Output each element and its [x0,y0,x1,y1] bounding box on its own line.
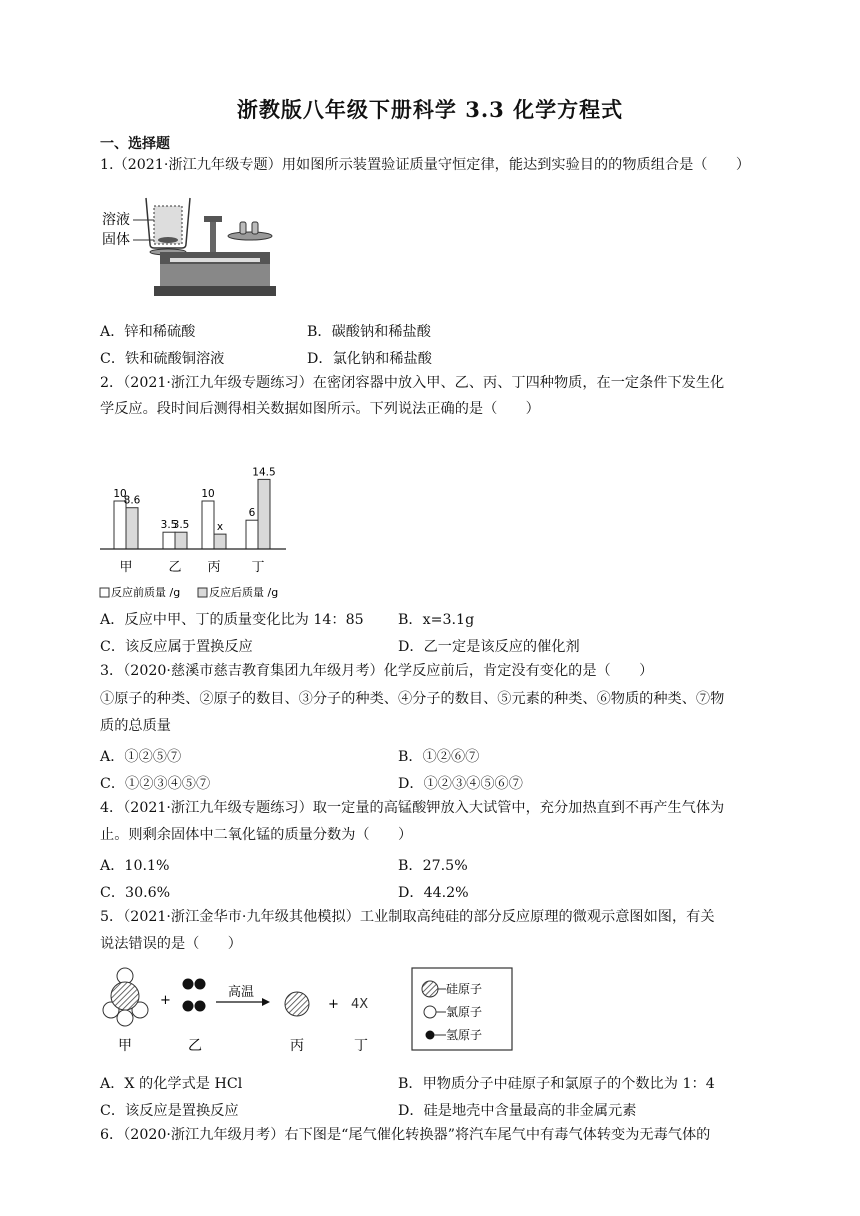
q3-stem: 3．（2020·慈溪市慈吉教育集团九年级月考）化学反应前后，肯定没有变化的是（ ） [100,663,654,679]
q5-option-a[interactable]: A．X 的化学式是 HCl [100,1076,243,1092]
legend-swatch-before [100,588,109,597]
page-title: 浙教版八年级下册科学 3.3 化学方程式 [236,97,624,122]
category-label-3: 丁 [251,560,265,575]
legend-hydrogen: 氢原子 [446,1028,483,1042]
q1-option-b[interactable]: B．碳酸钠和稀盐酸 [307,324,431,340]
bar-after-1 [175,532,187,549]
chlorine-atom-icon [424,1006,436,1018]
bar-after-0 [126,508,138,549]
reaction-figure [96,962,526,1058]
bar-before-0 [114,501,126,549]
section-heading: 一、选择题 [100,136,170,152]
category-label-2: 丙 [207,560,221,575]
q3-option-c[interactable]: C．①②③④⑤⑦ [100,776,211,792]
category-label-1: 乙 [168,560,182,575]
data-label-before-1: 3.5 [160,519,178,532]
legend-chlorine: 氯原子 [446,1005,483,1019]
q2-option-b[interactable]: B．x=3.1g [398,612,475,628]
bar-before-2 [202,501,214,549]
data-label-before-2: 10 [201,488,215,500]
category-label-0: 甲 [119,560,133,575]
reaction-condition: 高温 [228,985,255,1000]
bar-after-2 [214,534,226,549]
q2-stem-line1: 2．（2021·浙江九年级专题练习）在密闭容器中放入甲、乙、丙、丁四种物质，在一定条件下发生化 [100,375,725,391]
legend-after: 反应后质量 /g [209,586,279,599]
q5-option-b[interactable]: B．甲物质分子中硅原子和氯原子的个数比为 1：4 [398,1076,715,1092]
label-jia: 甲 [118,1038,132,1054]
arrow-head-icon [262,998,270,1006]
label-solid: 固体 [102,232,130,248]
bar-before-1 [163,532,175,549]
q4-stem-line2: 止。则剩余固体中二氧化锰的质量分数为（ ） [100,827,413,843]
hydrogen-atom-icon [426,1031,435,1040]
bar-after-3 [258,479,270,549]
label-ding: 丁 [354,1038,368,1054]
plus-sign-1: + [160,993,171,1008]
q6-stem-line1: 6．（2020·浙江九年级月考）右下图是“尾气催化转换器”将汽车尾气中有毒气体转变为无毒气体的 [100,1127,711,1143]
q2-option-d[interactable]: D．乙一定是该反应的催化剂 [398,639,580,655]
q1-stem: 1.（2021·浙江九年级专题）用如图所示装置验证质量守恒定律，能达到实验目的的物质组合是（ ） [100,157,751,173]
data-label-after-3: 14.5 [252,466,276,479]
molecule-yi [183,979,206,1012]
q4-stem-line1: 4．（2021·浙江九年级专题练习）取一定量的高锰酸钾放入大试管中，充分加热直到不再产生气体为 [100,800,725,816]
balance-figure [100,188,280,304]
label-bing: 丙 [290,1038,304,1054]
q4-option-c[interactable]: C．30.6% [100,885,171,901]
q5-stem-line1: 5．（2021·浙江金华市·九年级其他模拟）工业制取高纯硅的部分反应原理的微观示意图如图，有关 [100,909,715,925]
q3-detail-line2: 质的总质量 [100,718,171,734]
q3-option-d[interactable]: D．①②③④⑤⑥⑦ [398,776,523,792]
molecule-jia [103,968,148,1026]
q3-option-a[interactable]: A．①②⑤⑦ [100,749,182,765]
q4-option-d[interactable]: D．44.2% [398,885,469,901]
q4-option-b[interactable]: B．27.5% [398,858,468,874]
q2-stem-line2: 学反应。段时间后测得相关数据如图所示。下列说法正确的是（ ） [100,401,540,417]
legend-before: 反应前质量 /g [111,586,181,599]
plus-sign-2: + [328,997,339,1012]
q3-option-b[interactable]: B．①②⑥⑦ [398,749,480,765]
legend-swatch-after [198,588,207,597]
mass-bar-chart [96,424,296,606]
data-label-before-0: 10 [113,488,127,500]
label-solution: 溶液 [102,212,130,228]
q1-option-c[interactable]: C．铁和硫酸铜溶液 [100,351,225,367]
q2-option-c[interactable]: C．该反应属于置换反应 [100,639,253,655]
data-label-after-0: 8.6 [123,494,141,507]
data-label-before-3: 6 [248,507,256,520]
q3-detail-line1: ①原子的种类、②原子的数目、③分子的种类、④分子的数目、⑤元素的种类、⑥物质的种类、⑦物 [100,691,725,707]
silicon-atom-icon [422,981,438,997]
q2-option-a[interactable]: A．反应中甲、丁的质量变化比为 14：85 [100,612,364,628]
q5-option-c[interactable]: C．该反应是置换反应 [100,1103,239,1119]
product-ding: 4X [351,997,369,1012]
label-yi: 乙 [188,1038,202,1054]
q1-option-a[interactable]: A．锌和稀硫酸 [100,324,196,340]
q4-option-a[interactable]: A．10.1% [100,858,170,874]
atom-bing [285,992,309,1016]
q5-option-d[interactable]: D．硅是地壳中含量最高的非金属元素 [398,1103,637,1119]
q1-option-d[interactable]: D．氯化钠和稀盐酸 [307,351,432,367]
bar-before-3 [246,520,258,549]
q5-stem-line2: 说法错误的是（ ） [100,936,242,952]
legend-silicon: 硅原子 [446,982,483,996]
data-label-after-1: 3.5 [172,519,190,532]
data-label-after-2: x [216,521,224,534]
